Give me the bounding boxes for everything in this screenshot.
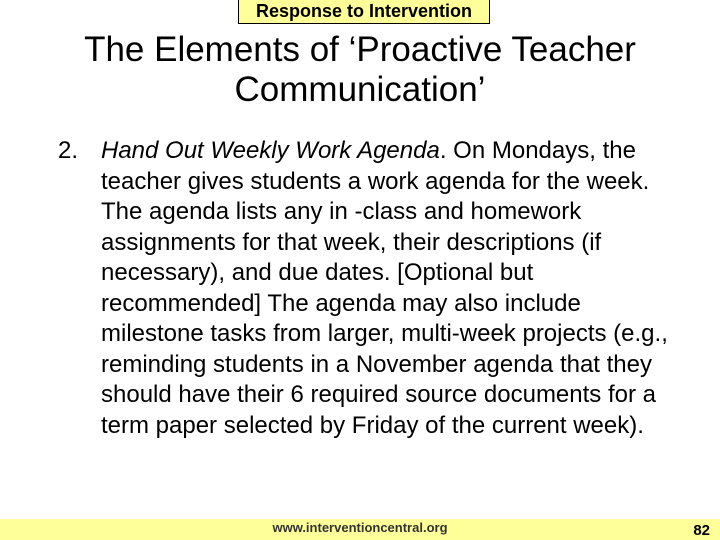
- item-body: . On Mondays, the teacher gives students a work agenda for the week. The agenda lists any in -class and homework assignments for that week, their descriptions (if necessary), and due dates. [Optional but recommended] The agenda may also include milestone tasks from larger, multi-week projects (e.g., reminding students in a November agenda that they should have their 6 required source documents for a term paper selected by Friday of the current week).: [101, 137, 668, 439]
- page-number: 82: [693, 522, 710, 539]
- slide-title-line-1: The Elements of ‘Proactive Teacher: [84, 30, 636, 69]
- footer-url: www.interventioncentral.org: [272, 520, 448, 535]
- item-lead: Hand Out Weekly Work Agenda: [101, 137, 440, 164]
- slide-title: [0, 30, 720, 110]
- slide-title-line-2: Communication’: [234, 70, 486, 109]
- item-text: [101, 136, 671, 441]
- header-banner: [238, 0, 490, 24]
- item-number: 2.: [58, 137, 79, 164]
- header-label: Response to Intervention: [255, 1, 473, 21]
- footer-bar: [0, 519, 720, 540]
